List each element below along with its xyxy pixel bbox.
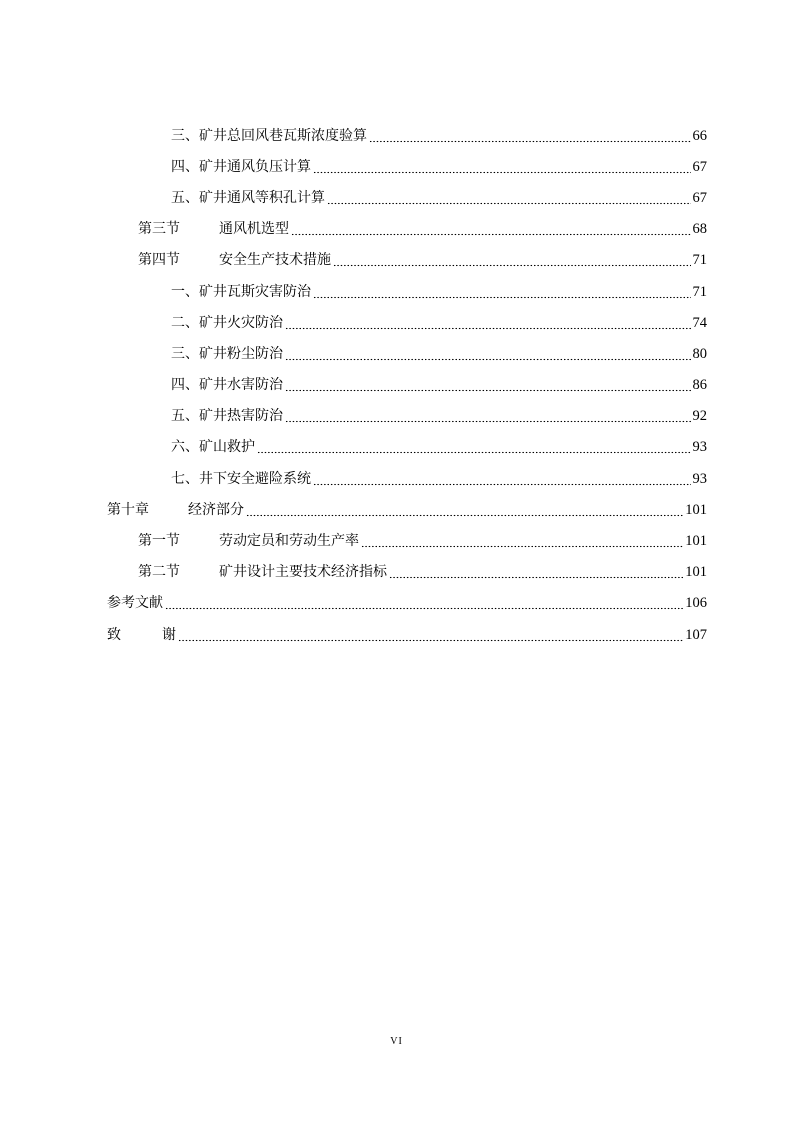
- toc-section-entry[interactable]: [0, 214, 793, 245]
- toc-entry-title: 四、矿井水害防治: [171, 377, 283, 394]
- toc-section-number: 第二节: [138, 564, 180, 581]
- toc-entry-title-part: 谢: [162, 626, 176, 643]
- toc-entry-title: 二、矿井火灾防治: [171, 314, 283, 331]
- toc-entry-page: 71: [692, 283, 707, 300]
- toc-chapter-number: 第十章: [107, 501, 149, 518]
- toc-entry-title: 三、矿井总回风巷瓦斯浓度验算: [171, 127, 367, 144]
- toc-entry-page: 68: [692, 221, 707, 238]
- toc-entry-page: 86: [692, 377, 707, 394]
- toc-entry-title: 通风机选型: [219, 221, 289, 238]
- dot-leader: [313, 285, 691, 299]
- page-number: VI: [390, 1036, 403, 1047]
- toc-entry-title-part: 致: [107, 626, 121, 643]
- toc-entry-title: 七、井下安全避险系统: [171, 470, 311, 487]
- dot-leader: [333, 253, 691, 267]
- toc-entry-title: 四、矿井通风负压计算: [171, 158, 311, 175]
- toc-entry-page: 80: [692, 345, 707, 362]
- toc-references-entry[interactable]: [0, 588, 793, 619]
- toc-entry-title: 五、矿井热害防治: [171, 408, 283, 425]
- dot-leader: [246, 503, 683, 517]
- dot-leader: [369, 129, 691, 143]
- toc-section-number: 第四节: [138, 252, 180, 269]
- toc-entry-title: 六、矿山救护: [171, 439, 255, 456]
- dot-leader: [285, 347, 691, 361]
- toc-entry-title: 矿井设计主要技术经济指标: [219, 564, 387, 581]
- dot-leader: [313, 472, 691, 486]
- toc-entry-page: 93: [692, 470, 707, 487]
- toc-entry-page: 74: [692, 314, 707, 331]
- toc-entry[interactable]: [0, 463, 793, 494]
- toc-entry-page: 71: [692, 252, 707, 269]
- toc-entry-title: 参考文献: [107, 595, 163, 612]
- dot-leader: [178, 628, 683, 642]
- toc-entry-page: 66: [692, 127, 707, 144]
- table-of-contents: [0, 120, 793, 650]
- toc-entry[interactable]: [0, 338, 793, 369]
- toc-entry-title: 五、矿井通风等积孔计算: [171, 189, 325, 206]
- toc-section-entry[interactable]: [0, 245, 793, 276]
- toc-entry[interactable]: [0, 120, 793, 151]
- dot-leader: [313, 160, 691, 174]
- dot-leader: [327, 191, 691, 205]
- page-footer: [0, 1036, 793, 1047]
- toc-acknowledgements-entry[interactable]: [0, 619, 793, 650]
- dot-leader: [389, 565, 683, 579]
- toc-entry-title: 安全生产技术措施: [219, 252, 331, 269]
- dot-leader: [285, 316, 691, 330]
- toc-entry-title: 劳动定员和劳动生产率: [219, 533, 359, 550]
- toc-entry-page: 101: [685, 533, 707, 550]
- toc-section-number: 第三节: [138, 221, 180, 238]
- toc-entry-page: 93: [692, 439, 707, 456]
- toc-entry-page: 92: [692, 408, 707, 425]
- toc-entry[interactable]: [0, 401, 793, 432]
- toc-section-number: 第一节: [138, 533, 180, 550]
- toc-entry[interactable]: [0, 151, 793, 182]
- dot-leader: [285, 378, 691, 392]
- toc-section-entry[interactable]: [0, 525, 793, 556]
- toc-entry[interactable]: [0, 370, 793, 401]
- toc-entry-page: 67: [692, 158, 707, 175]
- dot-leader: [285, 409, 691, 423]
- toc-section-entry[interactable]: [0, 557, 793, 588]
- toc-entry[interactable]: [0, 182, 793, 213]
- toc-entry[interactable]: [0, 307, 793, 338]
- dot-leader: [361, 534, 683, 548]
- toc-chapter-entry[interactable]: [0, 494, 793, 525]
- toc-entry-page: 67: [692, 189, 707, 206]
- toc-entry-page: 101: [685, 564, 707, 581]
- toc-entry[interactable]: [0, 432, 793, 463]
- toc-entry-title: 三、矿井粉尘防治: [171, 345, 283, 362]
- toc-entry-title: 经济部分: [188, 501, 244, 518]
- toc-entry-title: 一、矿井瓦斯灾害防治: [171, 283, 311, 300]
- toc-entry-page: 107: [685, 626, 707, 643]
- toc-entry-page: 101: [685, 501, 707, 518]
- toc-entry[interactable]: [0, 276, 793, 307]
- dot-leader: [257, 440, 691, 454]
- toc-entry-page: 106: [685, 595, 707, 612]
- dot-leader: [165, 596, 683, 610]
- dot-leader: [291, 222, 691, 236]
